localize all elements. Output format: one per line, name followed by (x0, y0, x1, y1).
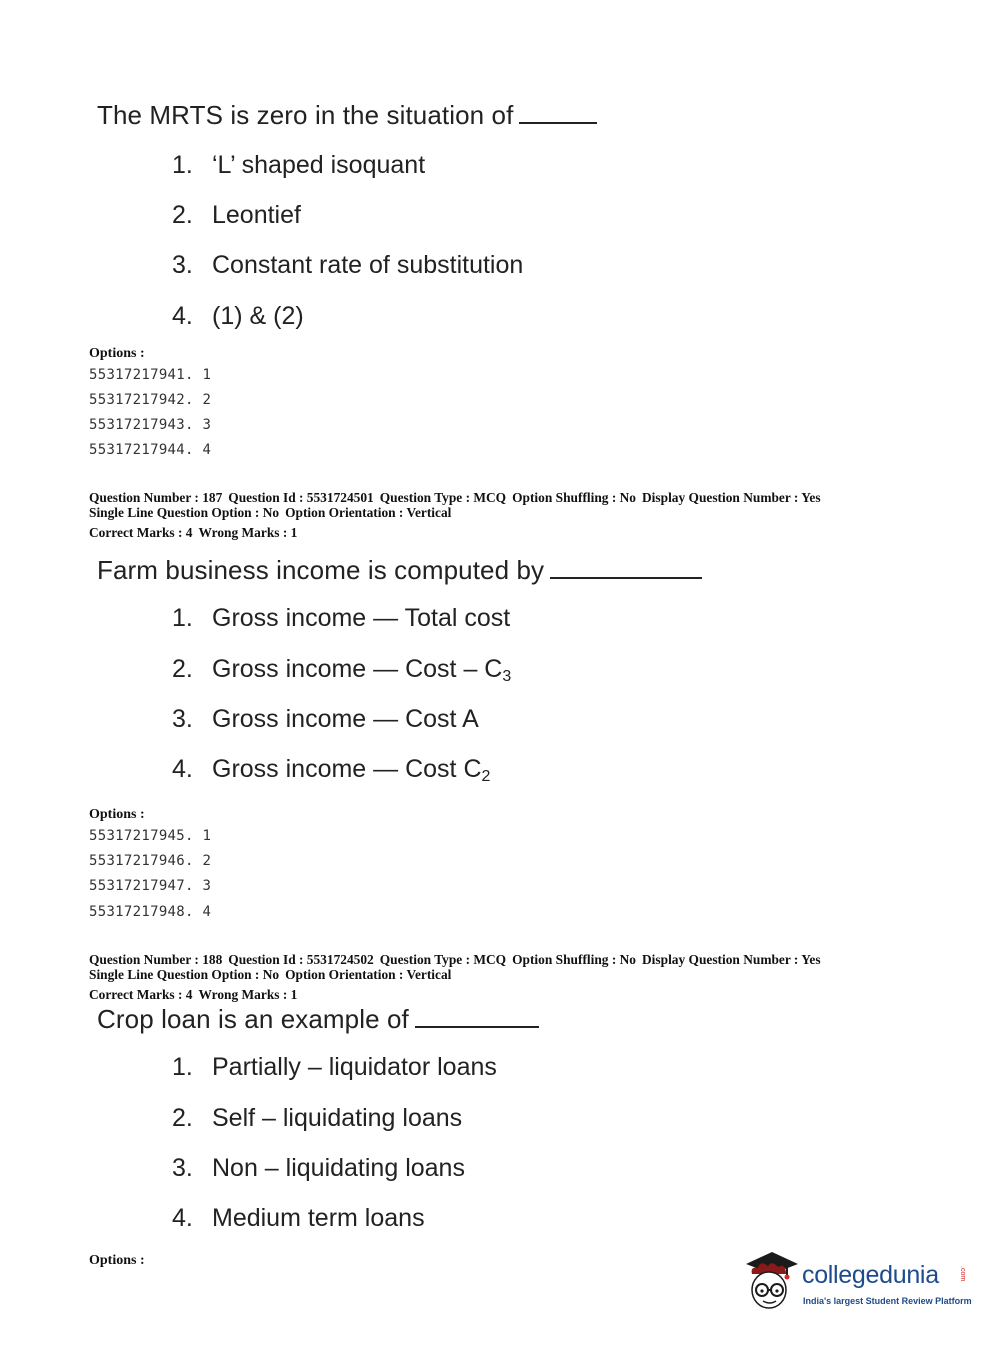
q188-choice-4: 4. Medium term loans (172, 1204, 425, 1232)
q187-choice-2: 2. Gross income — Cost – $C_3$ (172, 655, 512, 685)
brand-suffix: .com (959, 1266, 966, 1282)
q188-options-label: Options : (89, 1253, 145, 1268)
answer-blank (550, 555, 702, 579)
brand-name: collegedunia (802, 1261, 939, 1289)
q186-choice-2: 2. Leontief (172, 201, 301, 229)
q186-choice-4: 4. (1) & (2) (172, 302, 304, 330)
option-row: 55317217947. 3 (89, 878, 212, 894)
q188-choice-2: 2. Self – liquidating loans (172, 1104, 463, 1132)
mascot-icon (742, 1250, 802, 1312)
option-row: 55317217946. 2 (89, 853, 212, 869)
q187-meta-line1: Question Number : 187 Question Id : 5531724501 Question Type : MCQ Option Shuffling : No Display Question Number : Yes (89, 490, 821, 505)
option-row: 55317217943. 3 (89, 417, 212, 433)
q186-options-label: Options : (89, 346, 145, 361)
answer-blank (415, 1004, 539, 1028)
q187-meta-line3: Correct Marks : 4 Wrong Marks : 1 (89, 525, 298, 540)
option-row: 55317217945. 1 (89, 828, 212, 844)
brand-tagline: India's largest Student Review Platform (803, 1296, 972, 1306)
option-row: 55317217948. 4 (89, 904, 212, 920)
option-row: 55317217942. 2 (89, 392, 212, 408)
q188-meta-line1: Question Number : 188 Question Id : 5531724502 Question Type : MCQ Option Shuffling : No Display Question Number : Yes (89, 952, 821, 967)
q188-meta-line2: Single Line Question Option : No Option Orientation : Vertical (89, 967, 452, 982)
q186-choice-3: 3. Constant rate of substitution (172, 251, 524, 279)
q188-choice-3: 3. Non – liquidating loans (172, 1154, 465, 1182)
q186-question: The MRTS is zero in the situation of (97, 100, 597, 131)
q187-options-label: Options : (89, 807, 145, 822)
q186-choice-1: 1. ‘L’ shaped isoquant (172, 151, 426, 179)
q187-question: Farm business income is computed by (97, 555, 702, 586)
q188-meta-line3: Correct Marks : 4 Wrong Marks : 1 (89, 987, 298, 1002)
q187-choice-4: 4. Gross income — Cost $C_2$ (172, 755, 491, 785)
option-row: 55317217944. 4 (89, 442, 212, 458)
q187-choice-1: 1. Gross income — Total cost (172, 604, 511, 632)
q187-choice-3: 3. Gross income — Cost A (172, 705, 479, 733)
q188-question: Crop loan is an example of (97, 1004, 539, 1035)
q188-choice-1: 1. Partially – liquidator loans (172, 1053, 497, 1081)
q187-meta-line2: Single Line Question Option : No Option Orientation : Vertical (89, 505, 452, 520)
option-row: 55317217941. 1 (89, 367, 212, 383)
answer-blank (519, 100, 597, 124)
